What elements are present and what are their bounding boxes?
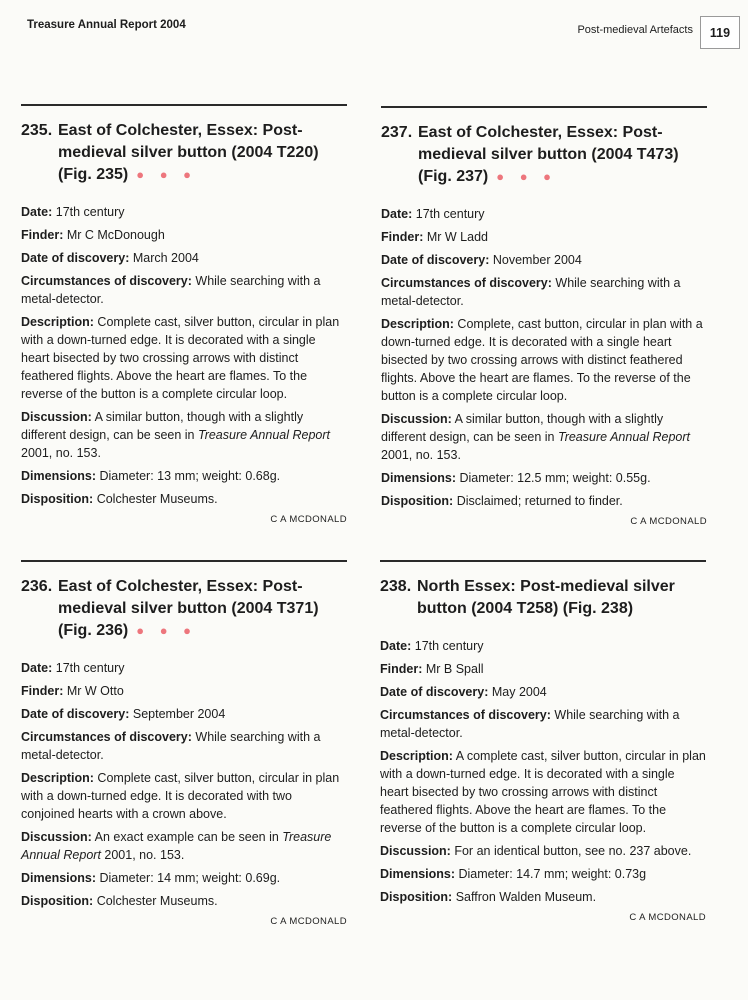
author-credit: C A MCDONALD — [270, 915, 347, 927]
circumstances-label: Circumstances of discovery: — [21, 729, 192, 744]
description-field — [380, 747, 706, 837]
section-rule — [380, 560, 706, 562]
disposition-value: Saffron Walden Museum. — [455, 889, 597, 904]
entry-title — [21, 120, 347, 186]
discovery-date-label: Date of discovery: — [381, 252, 490, 267]
circumstances-field — [21, 728, 347, 764]
entry-number: 237. — [381, 123, 413, 141]
dimensions-label: Dimensions: — [21, 870, 97, 885]
discovery-date-field — [381, 251, 707, 269]
date-value: 17th century — [414, 638, 484, 653]
discussion-text: A similar button, though with a slightly different design, can be seen in — [21, 409, 304, 442]
description-label: Description: — [380, 748, 453, 763]
circumstances-label: Circumstances of discovery: — [380, 707, 551, 722]
discussion-label: Discussion: — [381, 411, 452, 426]
discussion-citation: Treasure Annual Report — [197, 427, 330, 442]
entry-title-text: East of Colchester, Essex: Post-medieval silver button (2004 T371) (Fig. 236) — [58, 577, 319, 639]
finder-label: Finder: — [21, 683, 64, 698]
finder-field — [21, 226, 347, 244]
circumstances-value: While searching with a metal-detector. — [380, 707, 680, 740]
finder-value: Mr W Otto — [66, 683, 124, 698]
discovery-date-field — [21, 249, 347, 267]
disposition-field — [381, 492, 707, 510]
discussion-label: Discussion: — [21, 409, 92, 424]
entry-title — [381, 122, 707, 188]
dimensions-field — [21, 467, 347, 485]
disposition-value: Colchester Museums. — [96, 893, 218, 908]
discovery-date-field — [21, 705, 347, 723]
entry-237 — [381, 106, 707, 527]
discovery-date-value: March 2004 — [132, 250, 199, 265]
entry-235 — [21, 104, 347, 525]
discussion-field — [381, 410, 707, 464]
author-credit: C A MCDONALD — [629, 911, 706, 923]
finder-label: Finder: — [380, 661, 423, 676]
discussion-text: An exact example can be seen in — [94, 829, 283, 844]
section-rule — [21, 560, 347, 562]
description-field — [21, 769, 347, 823]
description-value: Complete, cast button, circular in plan with a down-turned edge. It is decorated with a single heart bisected by two crossing arrows with distinct feathered flights. Above the heart are flames. To the reverse of the button is a complete circular loop. — [381, 316, 703, 403]
discovery-date-label: Date of discovery: — [21, 706, 130, 721]
page-number: 119 — [700, 16, 740, 49]
discovery-date-value: May 2004 — [491, 684, 547, 699]
entry-title-text: North Essex: Post-medieval silver button (2004 T258) (Fig. 238) — [417, 577, 675, 617]
entry-number: 235. — [21, 121, 53, 139]
entry-title-text: East of Colchester, Essex: Post-medieval silver button (2004 T473) (Fig. 237) — [418, 123, 679, 185]
discussion-citation: Treasure Annual Report — [557, 429, 690, 444]
disposition-label: Disposition: — [380, 889, 453, 904]
fig-marker-dots: ● ● ● — [496, 168, 558, 184]
description-label: Description: — [21, 314, 94, 329]
dimensions-value: Diameter: 14 mm; weight: 0.69g. — [99, 870, 281, 885]
discussion-text: For an identical button, see no. 237 above. — [454, 843, 692, 858]
description-value: A complete cast, silver button, circular in plan with a down-turned edge. It is decorated with a single heart bisected by two crossing arrows with distinct feathered flights. Above the heart are flames. To the reverse of the button is a complete circular loop. — [380, 748, 706, 835]
dimensions-field — [381, 469, 707, 487]
dimensions-value: Diameter: 14.7 mm; weight: 0.73g — [458, 866, 647, 881]
disposition-field — [21, 490, 347, 508]
discovery-date-label: Date of discovery: — [380, 684, 489, 699]
entry-236 — [21, 560, 347, 927]
date-value: 17th century — [415, 206, 485, 221]
circumstances-label: Circumstances of discovery: — [381, 275, 552, 290]
disposition-field — [380, 888, 706, 906]
finder-value: Mr B Spall — [425, 661, 484, 676]
finder-field — [380, 660, 706, 678]
finder-value: Mr W Ladd — [426, 229, 488, 244]
discussion-text-end: 2001, no. 153. — [21, 445, 101, 460]
circumstances-value: While searching with a metal-detector. — [21, 729, 321, 762]
date-value: 17th century — [55, 204, 125, 219]
dimensions-label: Dimensions: — [380, 866, 456, 881]
finder-field — [21, 682, 347, 700]
entry-title-text: East of Colchester, Essex: Post-medieval silver button (2004 T220) (Fig. 235) — [58, 121, 319, 183]
dimensions-label: Dimensions: — [381, 470, 457, 485]
entry-title — [21, 576, 347, 642]
circumstances-field — [380, 706, 706, 742]
fig-marker-dots: ● ● ● — [136, 166, 198, 182]
author-credit: C A MCDONALD — [630, 515, 707, 527]
discussion-label: Discussion: — [380, 843, 451, 858]
discussion-field — [380, 842, 706, 860]
entry-title — [380, 576, 706, 620]
disposition-label: Disposition: — [21, 491, 94, 506]
discussion-text-end: 2001, no. 153. — [381, 447, 461, 462]
discussion-citation: Treasure Annual Report — [21, 829, 332, 862]
description-value: Complete cast, silver button, circular in plan with a down-turned edge. It is decorated with two conjoined hearts with a crown above. — [21, 770, 340, 821]
description-field — [21, 313, 347, 403]
running-header-section: Post-medieval Artefacts — [577, 24, 693, 36]
finder-label: Finder: — [21, 227, 64, 242]
date-field — [21, 659, 347, 677]
date-label: Date: — [380, 638, 412, 653]
section-rule — [381, 106, 707, 108]
description-label: Description: — [21, 770, 94, 785]
entry-238 — [380, 560, 706, 923]
description-field — [381, 315, 707, 405]
discovery-date-label: Date of discovery: — [21, 250, 130, 265]
finder-label: Finder: — [381, 229, 424, 244]
date-label: Date: — [21, 204, 53, 219]
discussion-field — [21, 408, 347, 462]
date-value: 17th century — [55, 660, 125, 675]
circumstances-value: While searching with a metal-detector. — [381, 275, 681, 308]
discovery-date-value: November 2004 — [492, 252, 582, 267]
description-value: Complete cast, silver button, circular in plan with a down-turned edge. It is decorated with a single heart bisected by two crossing arrows with distinct feathered flights. Above the heart are flames. To the reverse of the button is a complete circular loop. — [21, 314, 340, 401]
circumstances-value: While searching with a metal-detector. — [21, 273, 321, 306]
section-rule — [21, 104, 347, 106]
date-field — [21, 203, 347, 221]
circumstances-field — [21, 272, 347, 308]
disposition-label: Disposition: — [21, 893, 94, 908]
discussion-field — [21, 828, 347, 864]
fig-marker-dots: ● ● ● — [136, 622, 198, 638]
disposition-label: Disposition: — [381, 493, 454, 508]
discussion-text-end: 2001, no. 153. — [100, 847, 185, 862]
dimensions-field — [21, 869, 347, 887]
disposition-value: Colchester Museums. — [96, 491, 218, 506]
running-header-title: Treasure Annual Report 2004 — [27, 19, 186, 31]
finder-field — [381, 228, 707, 246]
entry-number: 238. — [380, 577, 412, 595]
description-label: Description: — [381, 316, 454, 331]
dimensions-label: Dimensions: — [21, 468, 97, 483]
circumstances-label: Circumstances of discovery: — [21, 273, 192, 288]
disposition-value: Disclaimed; returned to finder. — [456, 493, 623, 508]
discussion-text: A similar button, though with a slightly different design, can be seen in — [381, 411, 664, 444]
date-field — [381, 205, 707, 223]
entry-number: 236. — [21, 577, 53, 595]
date-label: Date: — [21, 660, 53, 675]
dimensions-value: Diameter: 12.5 mm; weight: 0.55g. — [459, 470, 651, 485]
discovery-date-value: September 2004 — [132, 706, 226, 721]
author-credit: C A MCDONALD — [270, 513, 347, 525]
date-field — [380, 637, 706, 655]
circumstances-field — [381, 274, 707, 310]
finder-value: Mr C McDonough — [66, 227, 165, 242]
discussion-label: Discussion: — [21, 829, 92, 844]
date-label: Date: — [381, 206, 413, 221]
disposition-field — [21, 892, 347, 910]
discovery-date-field — [380, 683, 706, 701]
dimensions-value: Diameter: 13 mm; weight: 0.68g. — [99, 468, 281, 483]
dimensions-field — [380, 865, 706, 883]
